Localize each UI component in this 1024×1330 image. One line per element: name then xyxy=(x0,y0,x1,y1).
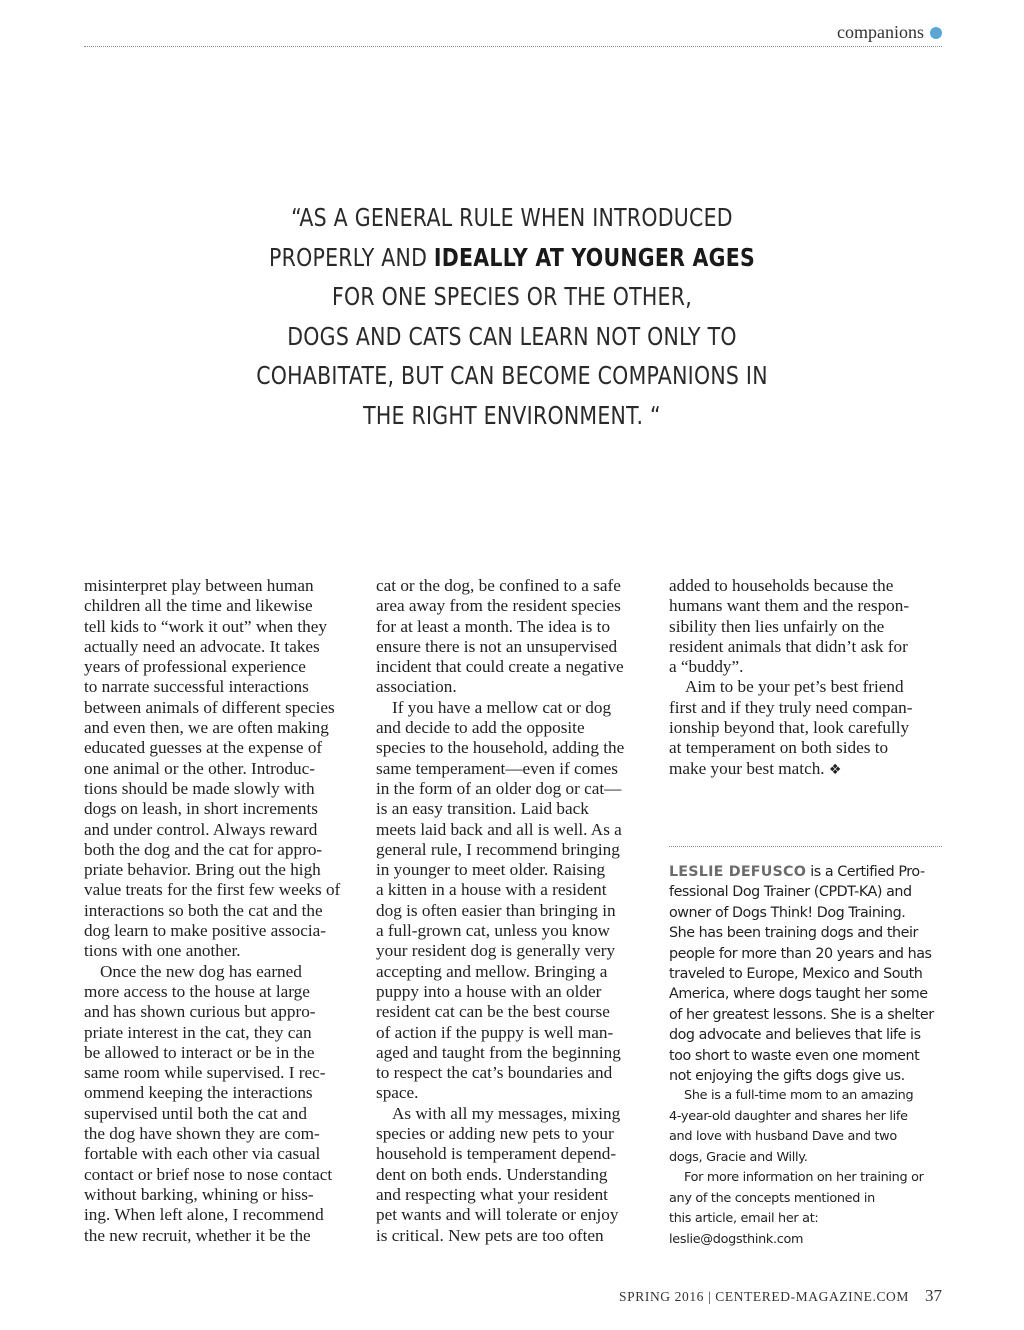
text-line: years of professional experience xyxy=(84,657,306,677)
bio-line: people for more than 20 years and has xyxy=(669,945,932,962)
text-line: and has shown curious but appro- xyxy=(84,1002,316,1022)
issue-info: SPRING 2016 | CENTERED-MAGAZINE.COM xyxy=(619,1289,909,1304)
text-line: As with all my messages, mixing xyxy=(392,1103,621,1123)
text-line: general rule, I recommend bringing xyxy=(376,839,620,859)
text-line: species or adding new pets to your xyxy=(376,1124,614,1144)
text-line: both the dog and the cat for appro- xyxy=(84,839,323,859)
text-line: added to households because the xyxy=(669,576,894,595)
bio-line xyxy=(669,862,949,882)
text-line: in the form of an older dog or cat— xyxy=(376,778,622,798)
author-email[interactable]: leslie@dogsthink.com xyxy=(669,1231,804,1247)
text-line: resident animals that didn’t ask for xyxy=(669,636,908,656)
end-mark-icon: ❖ xyxy=(828,761,842,778)
text-line: area away from the resident species xyxy=(376,596,621,616)
pull-quote-line: DOGS AND CATS CAN LEARN NOT ONLY TO xyxy=(287,321,737,351)
pull-quote-line: THE RIGHT ENVIRONMENT. “ xyxy=(363,400,661,430)
bio-line: She is a full-time mom to an amazing xyxy=(684,1088,914,1104)
author-bio xyxy=(669,862,949,1250)
text-line: to respect the cat’s boundaries and xyxy=(376,1063,613,1083)
text-line: space. xyxy=(376,1083,419,1103)
text-line: priate behavior. Bring out the high xyxy=(84,860,321,880)
text-line: educated guesses at the expense of xyxy=(84,738,323,758)
text-line: humans want them and the respon- xyxy=(669,596,910,616)
text-line: is critical. New pets are too often xyxy=(376,1225,604,1245)
text-line: and decide to add the opposite xyxy=(376,718,585,738)
pull-quote-line: FOR ONE SPECIES OR THE OTHER, xyxy=(331,282,693,311)
text-line: dog is often easier than bringing in xyxy=(376,900,616,920)
text-line: between animals of different species xyxy=(84,697,335,717)
text-line: a “buddy”. xyxy=(669,657,744,677)
bio-line: of her greatest lessons. She is a shelter xyxy=(669,1006,934,1023)
text-line: more access to the house at large xyxy=(84,981,310,1001)
text-line: ensure there is not an unsupervised xyxy=(376,636,618,656)
text-line: first and if they truly need compan- xyxy=(669,697,913,717)
bio-line: not enjoying the gifts dogs give us. xyxy=(669,1068,905,1085)
text-line: one animal or the other. Introduc- xyxy=(84,758,315,778)
text-line: to narrate successful interactions xyxy=(84,677,309,697)
text-line: meets laid back and all is well. As a xyxy=(376,819,622,839)
page-number: 37 xyxy=(925,1286,942,1305)
bio-line: owner of Dogs Think! Dog Training. xyxy=(669,904,906,921)
text-line: and under control. Always reward xyxy=(84,819,318,839)
text-line: actually need an advocate. It takes xyxy=(84,636,320,656)
author-name: LESLIE DEFUSCO xyxy=(669,864,807,880)
text-line: same temperament—even if comes xyxy=(376,758,618,778)
text-line: at temperament on both sides to xyxy=(669,738,889,758)
text-line: dog learn to make positive associa- xyxy=(84,921,326,941)
bio-line: any of the concepts mentioned in xyxy=(669,1190,875,1206)
page-footer xyxy=(619,1286,942,1306)
text-line: interactions so both the cat and the xyxy=(84,900,323,920)
text-line: for at least a month. The idea is to xyxy=(376,616,611,636)
text-line: without barking, whining or hiss- xyxy=(84,1184,314,1204)
bio-line: She has been training dogs and their xyxy=(669,925,918,942)
bio-line: and love with husband Dave and two xyxy=(669,1129,897,1145)
text-line: contact or brief nose to nose contact xyxy=(84,1164,333,1184)
text-line: a kitten in a house with a resident xyxy=(376,880,607,900)
text-line: in younger to meet older. Raising xyxy=(376,860,606,880)
bio-line: dog advocate and believes that life is xyxy=(669,1027,921,1044)
text-line: misinterpret play between human xyxy=(84,576,314,595)
text-line: incident that could create a negative xyxy=(376,657,624,677)
pull-quote-emphasis: IDEALLY AT YOUNGER AGES xyxy=(433,242,755,272)
text-line: same room while supervised. I rec- xyxy=(84,1063,326,1083)
section-label: companions xyxy=(837,22,924,42)
text-line: be allowed to interact or be in the xyxy=(84,1042,315,1062)
bio-line: fessional Dog Trainer (CPDT-KA) and xyxy=(669,884,912,901)
text-line: tell kids to “work it out” when they xyxy=(84,616,327,636)
text-line: resident cat can be the best course xyxy=(376,1002,610,1022)
text-line: of action if the puppy is well man- xyxy=(376,1022,614,1042)
pull-quote-line: COHABITATE, BUT CAN BECOME COMPANIONS IN xyxy=(256,361,768,390)
bio-line: America, where dogs taught her some xyxy=(669,986,928,1003)
text-line: species to the household, adding the xyxy=(376,738,625,758)
text-line: dogs on leash, in short increments xyxy=(84,799,318,819)
text-line: and respecting what your resident xyxy=(376,1184,608,1204)
article-column-3 xyxy=(669,576,949,780)
page-header xyxy=(84,18,942,47)
article-column-2 xyxy=(376,576,656,1246)
text-line: your resident dog is generally very xyxy=(376,941,616,961)
text-line: the dog have shown they are com- xyxy=(84,1124,320,1144)
bio-line: traveled to Europe, Mexico and South xyxy=(669,966,923,983)
text-line: ommend keeping the interactions xyxy=(84,1083,313,1103)
text-line: cat or the dog, be confined to a safe xyxy=(376,576,621,595)
text-line: value treats for the first few weeks of xyxy=(84,880,341,900)
bio-line: too short to waste even one moment xyxy=(669,1047,920,1064)
text-line: household is temperament depend- xyxy=(376,1144,617,1164)
text-line: dent on both ends. Understanding xyxy=(376,1164,608,1184)
text-line: a full-grown cat, unless you know xyxy=(376,921,610,941)
pull-quote-line xyxy=(223,238,800,278)
bio-divider xyxy=(669,846,942,847)
text-line: sibility then lies unfairly on the xyxy=(669,616,885,636)
pull-quote xyxy=(223,198,800,435)
article-column-1 xyxy=(84,576,364,1246)
text-line: ionship beyond that, look carefully xyxy=(669,718,910,738)
text-line: the new recruit, whether it be the xyxy=(84,1225,311,1245)
pull-quote-line: “AS A GENERAL RULE WHEN INTRODUCED xyxy=(291,203,733,232)
text-line: is an easy transition. Laid back xyxy=(376,799,589,819)
text-line: aged and taught from the beginning xyxy=(376,1042,621,1062)
text-line: fortable with each other via casual xyxy=(84,1144,321,1164)
bio-text: is a Certified Pro- xyxy=(806,864,925,880)
text-line: accepting and mellow. Bringing a xyxy=(376,961,608,981)
text-line: tions should be made slowly with xyxy=(84,778,315,798)
bio-line: For more information on her training or xyxy=(684,1170,924,1186)
pull-quote-text: PROPERLY AND xyxy=(269,242,434,272)
bio-line: this article, email her at: xyxy=(669,1211,819,1227)
bio-line: 4-year-old daughter and shares her life xyxy=(669,1108,908,1124)
section-dot-icon xyxy=(930,27,942,39)
text-line-content: make your best match. xyxy=(669,758,825,778)
text-line: ing. When left alone, I recommend xyxy=(84,1205,324,1225)
text-line: tions with one another. xyxy=(84,941,241,961)
text-line: Aim to be your pet’s best friend xyxy=(685,677,904,697)
text-line: Once the new dog has earned xyxy=(100,961,302,981)
text-line: priate interest in the cat, they can xyxy=(84,1022,312,1042)
text-line: supervised until both the cat and xyxy=(84,1103,307,1123)
text-line: If you have a mellow cat or dog xyxy=(392,697,612,717)
text-line: children all the time and likewise xyxy=(84,596,313,616)
text-line: association. xyxy=(376,677,457,697)
text-line xyxy=(669,759,949,780)
text-line: puppy into a house with an older xyxy=(376,981,602,1001)
bio-line: dogs, Gracie and Willy. xyxy=(669,1149,808,1165)
text-line: pet wants and will tolerate or enjoy xyxy=(376,1205,619,1225)
text-line: and even then, we are often making xyxy=(84,718,329,738)
